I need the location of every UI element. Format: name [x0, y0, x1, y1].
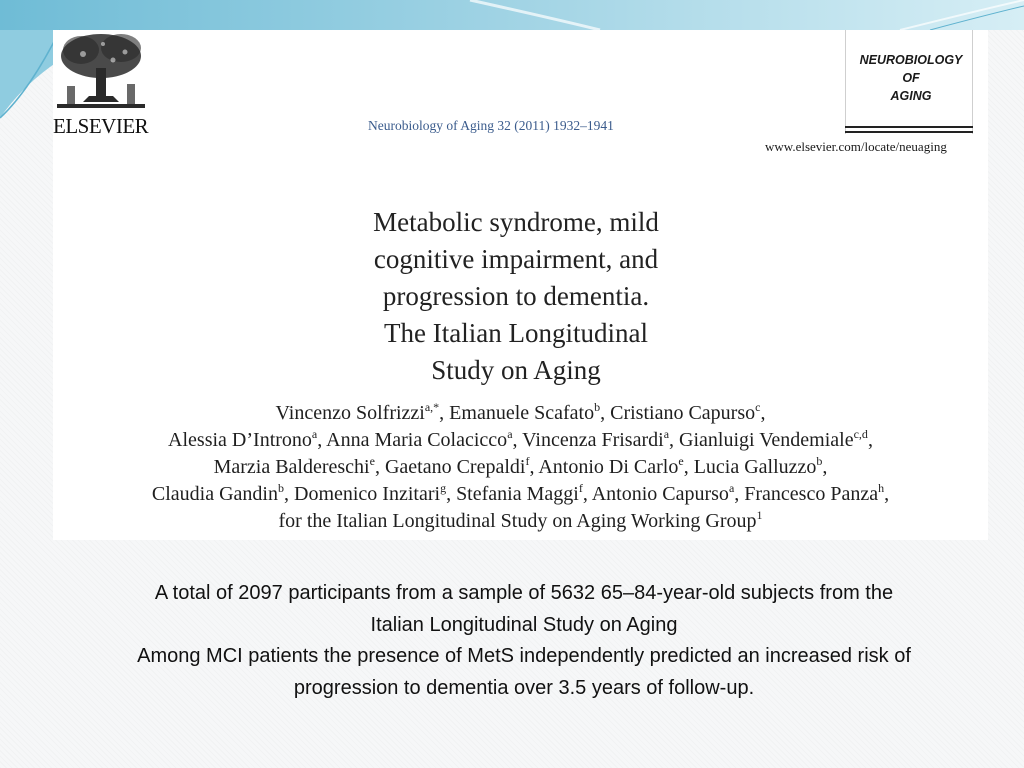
- author-separator: ,: [867, 429, 873, 451]
- author-name: Cristiano Capurso: [610, 402, 756, 424]
- author-separator: ,: [734, 483, 745, 505]
- author-affiliation: g: [440, 481, 447, 495]
- caption-line: A total of 2097 participants from a sample of 5632 65–84-year-old subjects from the: [154, 582, 894, 604]
- author-line: [53, 400, 988, 427]
- author-line: [53, 427, 988, 454]
- journal-name-line: AGING: [890, 89, 932, 103]
- author-separator: ,: [822, 456, 828, 478]
- author-affiliation: b: [594, 400, 601, 414]
- paper-title: [208, 204, 824, 389]
- caption-line: Among MCI patients the presence of MetS independently predicted an increased risk of: [137, 645, 911, 667]
- author-list: [53, 400, 988, 535]
- author-affiliation: f: [578, 481, 583, 495]
- author-name: Anna Maria Colacicco: [326, 429, 508, 451]
- title-line: Study on Aging: [431, 355, 601, 385]
- journal-url: www.elsevier.com/locate/neuaging: [765, 139, 947, 154]
- author-affiliation: a: [507, 427, 513, 441]
- title-line: cognitive impairment, and: [373, 244, 659, 274]
- author-affiliation: a,*: [424, 400, 440, 414]
- journal-rule: [845, 126, 973, 128]
- author-name: Stefania Maggi: [456, 483, 579, 505]
- author-separator: ,: [884, 483, 890, 505]
- author-name: Antonio Capurso: [591, 483, 729, 505]
- publisher-name: ELSEVIER: [53, 114, 149, 138]
- paper-page: [53, 30, 988, 540]
- author-affiliation: a: [311, 427, 318, 441]
- author-name: Claudia Gandin: [151, 483, 278, 505]
- author-affiliation: c: [755, 400, 761, 414]
- author-separator: ,: [374, 456, 385, 478]
- title-line: The Italian Longitudinal: [384, 318, 648, 348]
- author-separator: ,: [669, 429, 680, 451]
- author-affiliation: b: [816, 454, 823, 468]
- author-separator: ,: [600, 402, 611, 424]
- author-name: Gianluigi Vendemiale: [679, 429, 854, 451]
- author-affiliation: e: [678, 454, 684, 468]
- author-line: [53, 454, 988, 481]
- author-affiliation: b: [278, 481, 284, 495]
- author-separator: ,: [284, 483, 294, 505]
- author-name: Vincenzo Solfrizzi: [275, 402, 425, 424]
- journal-name-line: OF: [902, 71, 920, 85]
- author-line: [53, 508, 988, 535]
- elsevier-tree-icon: [53, 30, 149, 112]
- author-separator: ,: [446, 483, 457, 505]
- author-line: [53, 481, 988, 508]
- author-separator: ,: [760, 402, 766, 424]
- author-name: Marzia Baldereschi: [213, 456, 370, 478]
- author-affiliation: f: [525, 454, 530, 468]
- author-name: Lucia Galluzzo: [693, 456, 817, 478]
- author-affiliation: 1: [756, 508, 763, 522]
- author-name: Francesco Panza: [744, 483, 879, 505]
- slide-caption: [40, 578, 1008, 704]
- author-name: Antonio Di Carlo: [538, 456, 679, 478]
- title-line: progression to dementia.: [382, 281, 650, 311]
- author-separator: ,: [317, 429, 327, 451]
- journal-rule: [845, 131, 973, 133]
- author-separator: ,: [683, 456, 694, 478]
- author-affiliation: a: [663, 427, 670, 441]
- author-separator: ,: [439, 402, 450, 424]
- author-name: for the Italian Longitudinal Study on Aging Working Group: [278, 510, 757, 532]
- caption-line: Italian Longitudinal Study on Aging: [370, 613, 678, 636]
- title-line: Metabolic syndrome, mild: [373, 207, 659, 237]
- author-separator: ,: [529, 456, 539, 478]
- citation-line: Neurobiology of Aging 32 (2011) 1932–1941: [368, 118, 614, 133]
- author-name: Domenico Inzitari: [294, 483, 441, 505]
- author-name: Emanuele Scafato: [449, 402, 595, 424]
- author-name: Vincenza Frisardi: [522, 429, 664, 451]
- journal-name: [845, 51, 977, 105]
- journal-name-line: NEUROBIOLOGY: [859, 53, 963, 67]
- author-affiliation: a: [728, 481, 735, 495]
- author-affiliation: c,d: [853, 427, 868, 441]
- caption-line: progression to dementia over 3.5 years of follow-up.: [293, 676, 755, 699]
- author-name: Gaetano Crepaldi: [384, 456, 526, 478]
- author-affiliation: h: [878, 481, 885, 495]
- author-separator: ,: [582, 483, 592, 505]
- author-name: Alessia D’Introno: [168, 429, 312, 451]
- author-affiliation: e: [369, 454, 375, 468]
- author-separator: ,: [512, 429, 523, 451]
